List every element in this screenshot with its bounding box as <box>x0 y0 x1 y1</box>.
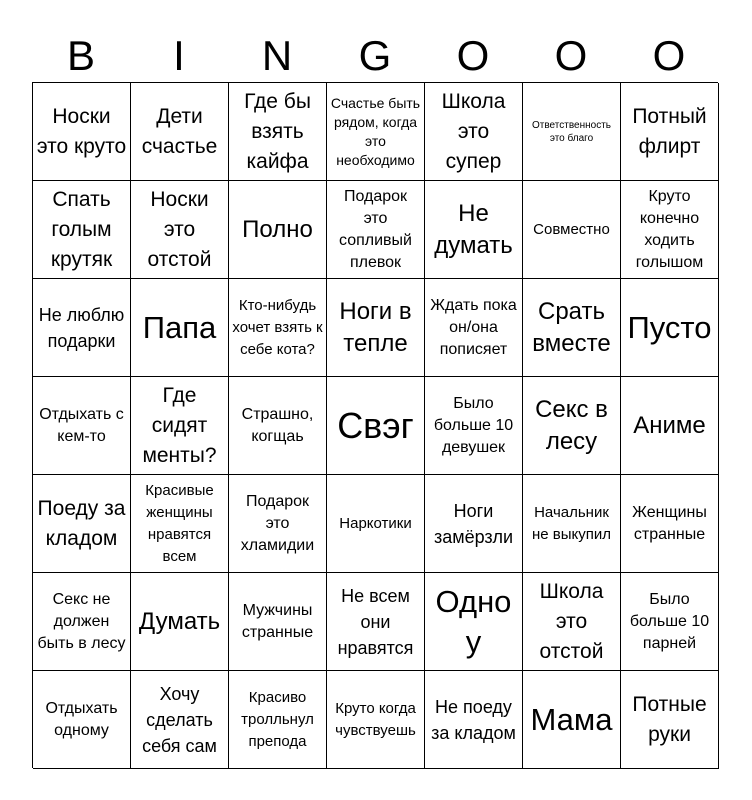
bingo-cell[interactable] <box>229 377 327 475</box>
bingo-cell[interactable] <box>621 83 719 181</box>
bingo-cell[interactable] <box>523 181 621 279</box>
bingo-cell[interactable] <box>621 279 719 377</box>
cell-text: Школа это отстой <box>539 579 604 663</box>
header-letter: O <box>652 32 686 79</box>
header-letter: G <box>358 32 392 79</box>
bingo-cell[interactable] <box>327 377 425 475</box>
cell-text: Ответственность это благо <box>532 119 611 144</box>
bingo-cell[interactable] <box>33 573 131 671</box>
bingo-cell[interactable] <box>131 475 229 573</box>
cell-text: Счастье быть рядом, когда это необходимо <box>330 94 421 168</box>
bingo-cell[interactable] <box>621 181 719 279</box>
cell-text: Спать голым крутяк <box>50 187 113 271</box>
bingo-header <box>32 30 718 82</box>
header-letter: O <box>456 32 490 79</box>
bingo-cell[interactable] <box>621 377 719 475</box>
cell-text: Отдыхать одному <box>45 699 118 739</box>
cell-text: Начальник не выкупил <box>531 503 612 543</box>
bingo-cell[interactable] <box>523 671 621 769</box>
cell-text: Потный флирт <box>632 104 707 158</box>
bingo-cell[interactable] <box>425 671 523 769</box>
cell-text: Думать <box>138 607 221 635</box>
cell-text: Секс не должен быть в лесу <box>37 590 126 652</box>
bingo-cell[interactable] <box>131 181 229 279</box>
cell-text: Мужчины странные <box>241 601 314 641</box>
bingo-cell[interactable] <box>131 573 229 671</box>
cell-text: Ждать пока он/она пописяет <box>430 296 517 358</box>
bingo-cell[interactable] <box>131 377 229 475</box>
cell-text: Ноги замёрзли <box>433 500 514 547</box>
bingo-cell[interactable] <box>33 377 131 475</box>
cell-text: Аниме <box>633 411 706 439</box>
bingo-cell[interactable] <box>523 279 621 377</box>
bingo-cell[interactable] <box>131 671 229 769</box>
bingo-cell[interactable] <box>33 671 131 769</box>
bingo-cell[interactable] <box>229 573 327 671</box>
cell-text: Папа <box>142 309 217 345</box>
cell-text: Хочу сделать себя сам <box>142 683 217 756</box>
cell-text: Круто конечно ходить голышом <box>635 187 704 271</box>
cell-text: Поеду за кладом <box>37 496 126 550</box>
cell-text: Круто когда чувствуешь <box>335 699 416 739</box>
cell-text: Страшно, когщаь <box>241 405 314 445</box>
bingo-cell[interactable] <box>33 181 131 279</box>
cell-text: Не думать <box>434 199 513 259</box>
bingo-cell[interactable] <box>131 279 229 377</box>
cell-text: Кто-нибудь хочет взять к себе кота? <box>232 296 323 358</box>
bingo-cell[interactable] <box>229 671 327 769</box>
cell-text: Где сидят менты? <box>142 383 217 467</box>
bingo-cell[interactable] <box>425 573 523 671</box>
cell-text: Подарок это сопливый плевок <box>339 187 412 271</box>
bingo-cell[interactable] <box>425 475 523 573</box>
cell-text: Школа это супер <box>441 89 506 173</box>
cell-text: Было больше 10 девушек <box>433 394 514 456</box>
bingo-cell[interactable] <box>33 83 131 181</box>
bingo-grid <box>32 82 718 768</box>
bingo-cell[interactable] <box>327 475 425 573</box>
cell-text: Где бы взять кайфа <box>244 89 311 173</box>
bingo-cell[interactable] <box>327 279 425 377</box>
bingo-cell[interactable] <box>425 279 523 377</box>
bingo-cell[interactable] <box>33 475 131 573</box>
cell-text: Срать вместе <box>532 297 611 357</box>
bingo-cell[interactable] <box>229 475 327 573</box>
bingo-cell[interactable] <box>327 671 425 769</box>
bingo-cell[interactable] <box>523 83 621 181</box>
bingo-cell[interactable] <box>327 573 425 671</box>
bingo-cell[interactable] <box>327 83 425 181</box>
cell-text: Не люблю подарки <box>38 304 125 351</box>
cell-text: Совместно <box>533 220 610 238</box>
cell-text: Ноги в тепле <box>339 297 412 357</box>
cell-text: Отдыхать с кем-то <box>39 405 124 445</box>
cell-text: Носки это круто <box>36 104 127 158</box>
cell-text: Женщины странные <box>632 503 707 543</box>
bingo-cell[interactable] <box>33 279 131 377</box>
bingo-cell[interactable] <box>621 573 719 671</box>
cell-text: Было больше 10 парней <box>629 590 710 652</box>
bingo-cell[interactable] <box>229 83 327 181</box>
cell-text: Мама <box>530 701 613 737</box>
cell-text: Пусто <box>627 309 712 345</box>
bingo-cell[interactable] <box>229 279 327 377</box>
cell-text: Одно у <box>435 583 512 659</box>
cell-text: Красиво тролльнул препода <box>241 688 314 750</box>
bingo-cell[interactable] <box>523 573 621 671</box>
cell-text: Подарок это хламидии <box>240 492 315 554</box>
cell-text: Дети счастье <box>141 104 218 158</box>
cell-text: Секс в лесу <box>535 395 608 455</box>
bingo-cell[interactable] <box>621 475 719 573</box>
header-letter: B <box>66 32 95 79</box>
cell-text: Наркотики <box>339 514 412 532</box>
header-letter: N <box>261 32 293 79</box>
bingo-cell[interactable] <box>327 181 425 279</box>
cell-text: Не всем они нравятся <box>337 585 414 658</box>
bingo-cell[interactable] <box>425 181 523 279</box>
bingo-cell[interactable] <box>523 377 621 475</box>
cell-text: Полно <box>242 215 313 243</box>
cell-text: Носки это отстой <box>147 187 212 271</box>
bingo-cell[interactable] <box>229 181 327 279</box>
bingo-cell[interactable] <box>621 671 719 769</box>
header-letter: O <box>554 32 588 79</box>
cell-text: Красивые женщины нравятся всем <box>145 481 214 565</box>
cell-text: Не поеду за кладом <box>431 696 516 743</box>
bingo-cell[interactable] <box>425 377 523 475</box>
cell-text: Потные руки <box>632 692 707 746</box>
bingo-cell[interactable] <box>523 475 621 573</box>
bingo-cell[interactable] <box>131 83 229 181</box>
cell-text: Свэг <box>337 404 414 446</box>
bingo-cell[interactable] <box>425 83 523 181</box>
header-letter: I <box>173 32 185 79</box>
